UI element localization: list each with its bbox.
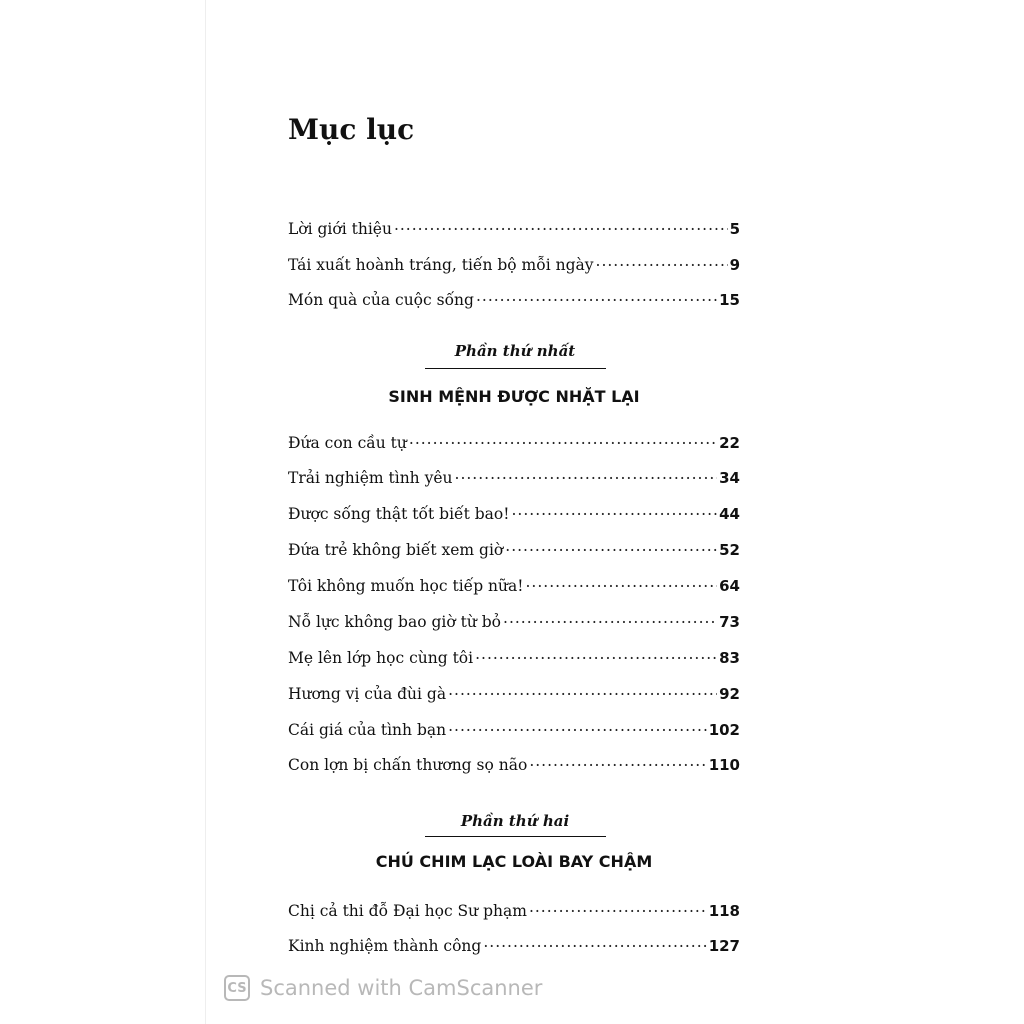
toc-entry (288, 719, 740, 741)
dot-leader (394, 218, 728, 234)
toc-entry-title: Kinh nghiệm thành công (288, 936, 482, 955)
toc-entry-title: Nỗ lực không bao giờ từ bỏ (288, 612, 502, 631)
page-title: Mục lục (288, 113, 415, 146)
toc-entry (288, 683, 740, 705)
toc-entry-page: 92 (719, 684, 740, 703)
dot-leader (503, 611, 717, 627)
dot-leader (448, 719, 707, 735)
dot-leader (476, 289, 717, 305)
toc-entry (288, 467, 740, 489)
toc-entry-title: Mẹ lên lớp học cùng tôi (288, 648, 474, 667)
dot-leader (526, 575, 718, 591)
toc-entry-title: Chị cả thi đỗ Đại học Sư phạm (288, 901, 527, 920)
toc-entry (288, 575, 740, 597)
toc-entry (288, 900, 740, 922)
toc-entry-page: 44 (719, 504, 740, 523)
toc-entry-page: 102 (708, 720, 740, 739)
toc-entry-title: Lời giới thiệu (288, 219, 392, 238)
toc-entry-title: Trải nghiệm tình yêu (288, 468, 453, 487)
toc-entry (288, 218, 740, 240)
toc-entry-title: Đứa trẻ không biết xem giờ (288, 540, 504, 559)
toc-entry (288, 647, 740, 669)
toc-entry-title: Món quà của cuộc sống (288, 290, 474, 309)
toc-entry (288, 935, 740, 957)
dot-leader (529, 900, 707, 916)
toc-entry-page: 52 (719, 540, 740, 559)
camscanner-logo-icon: CS (224, 975, 250, 1001)
toc-entry-title: Cái giá của tình bạn (288, 720, 447, 739)
watermark-text: Scanned with CamScanner (260, 976, 543, 1000)
toc-entry-page: 127 (708, 936, 740, 955)
toc-entry-title: Tái xuất hoành tráng, tiến bộ mỗi ngày (288, 255, 594, 274)
dot-leader (511, 503, 717, 519)
camscanner-watermark (224, 975, 542, 1001)
part-rule (425, 836, 606, 837)
toc-entry-page: 15 (719, 290, 740, 309)
dot-leader (529, 754, 706, 770)
toc-entry-page: 22 (719, 433, 740, 452)
part-label: Phần thứ hai (460, 812, 570, 830)
toc-entry-page: 9 (729, 255, 740, 274)
toc-entry-title: Đứa con cầu tự (288, 433, 407, 452)
toc-entry (288, 432, 740, 454)
toc-entry (288, 539, 740, 561)
toc-entry-title: Con lợn bị chấn thương sọ não (288, 755, 528, 774)
dot-leader (596, 254, 728, 270)
toc-entry-page: 5 (729, 219, 740, 238)
toc-entry (288, 254, 740, 276)
dot-leader (505, 539, 717, 555)
dot-leader (483, 935, 706, 951)
part-label: Phần thứ nhất (454, 342, 576, 360)
toc-entry-page: 34 (719, 468, 740, 487)
toc-entry-title: Được sống thật tốt biết bao! (288, 504, 510, 523)
part-rule (425, 368, 606, 369)
toc-entry (288, 503, 740, 525)
toc-entry-page: 73 (719, 612, 740, 631)
toc-entry-page: 118 (708, 901, 740, 920)
dot-leader (448, 683, 717, 699)
toc-entry-page: 64 (719, 576, 740, 595)
toc-entry-page: 110 (708, 755, 740, 774)
toc-entry (288, 754, 740, 776)
dot-leader (409, 432, 717, 448)
dot-leader (455, 467, 718, 483)
toc-entry-title: Tôi không muốn học tiếp nữa! (288, 576, 524, 595)
part-heading: SINH MỆNH ĐƯỢC NHẶT LẠI (388, 387, 640, 406)
toc-entry-title: Hương vị của đùi gà (288, 684, 447, 703)
toc-entry-page: 83 (719, 648, 740, 667)
toc-entry (288, 289, 740, 311)
dot-leader (475, 647, 717, 663)
toc-entry (288, 611, 740, 633)
page-edge-divider (205, 0, 206, 1024)
part-heading: CHÚ CHIM LẠC LOÀI BAY CHẬM (375, 852, 653, 871)
